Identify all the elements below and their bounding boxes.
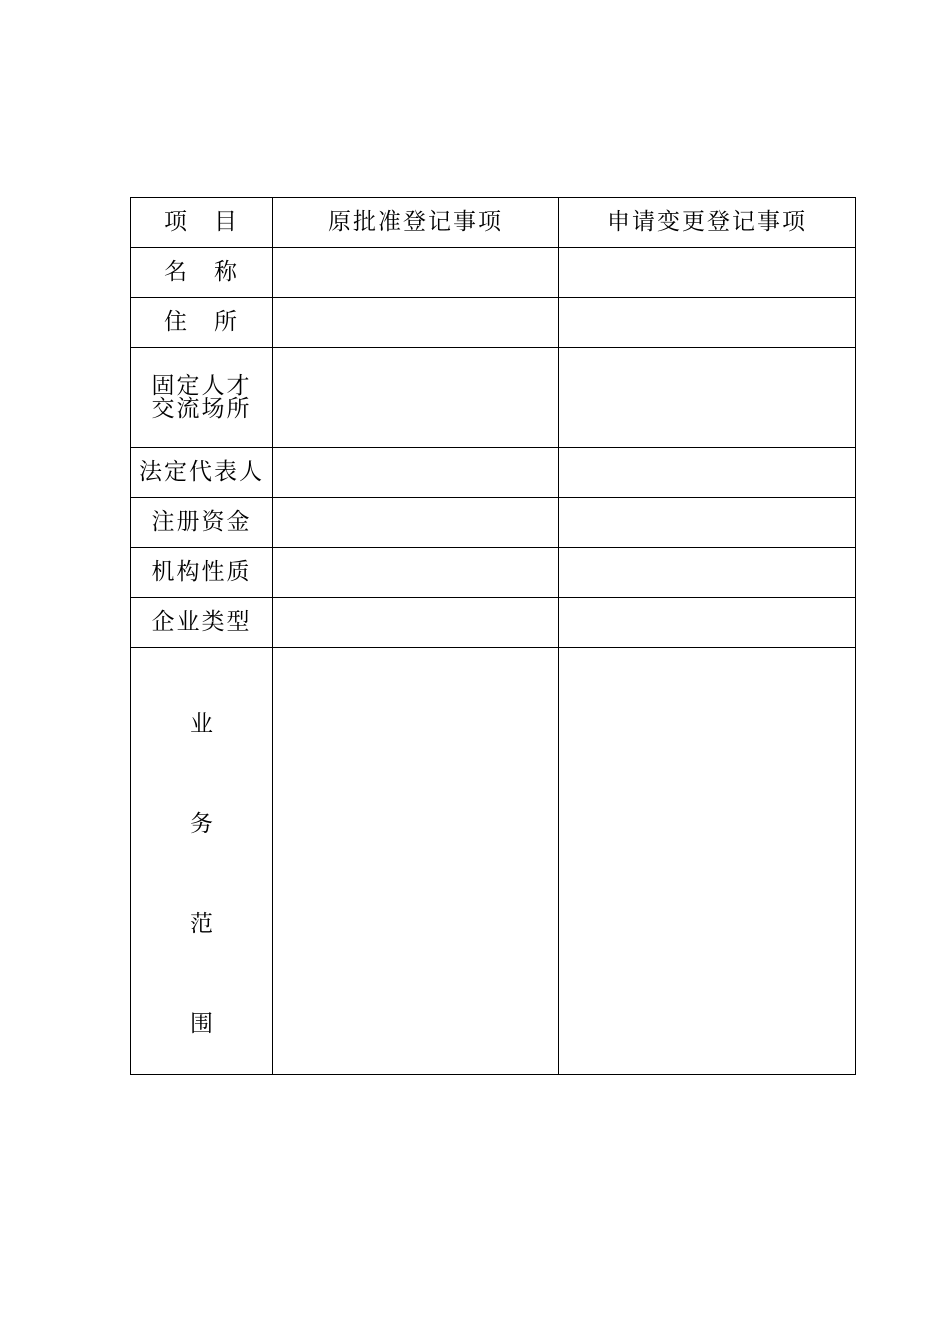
header-original-label: 原批准登记事项 <box>328 209 503 235</box>
label-capital: 注册资金 <box>151 509 252 535</box>
requested-nature-cell[interactable] <box>559 548 856 598</box>
label-venue-line-2: 交流场所 <box>151 395 252 422</box>
header-requested-label: 申请变更登记事项 <box>607 209 807 235</box>
header-original <box>273 198 559 248</box>
label-legal-rep: 法定代表人 <box>139 459 264 485</box>
table-row <box>131 598 856 648</box>
label-scope <box>131 648 272 1074</box>
table-row <box>131 448 856 498</box>
header-item-label: 项 目 <box>164 209 239 235</box>
original-address-cell[interactable] <box>273 298 559 348</box>
requested-capital-cell[interactable] <box>559 498 856 548</box>
row-label <box>131 348 273 448</box>
table-row <box>131 498 856 548</box>
header-row <box>131 198 856 248</box>
row-label <box>131 298 273 348</box>
requested-venue-cell[interactable] <box>559 348 856 448</box>
requested-scope-cell[interactable] <box>559 648 856 1075</box>
original-scope-cell[interactable] <box>273 648 559 1075</box>
label-name: 名 称 <box>164 259 239 285</box>
original-legal-rep-cell[interactable] <box>273 448 559 498</box>
table-row <box>131 248 856 298</box>
label-nature: 机构性质 <box>151 559 252 585</box>
label-scope-char: 业 <box>190 711 213 737</box>
label-scope-char: 围 <box>190 1011 213 1037</box>
requested-address-cell[interactable] <box>559 298 856 348</box>
table-row <box>131 298 856 348</box>
label-type: 企业类型 <box>151 609 252 635</box>
row-label <box>131 648 273 1075</box>
label-scope-char: 务 <box>190 811 213 837</box>
row-label <box>131 548 273 598</box>
requested-type-cell[interactable] <box>559 598 856 648</box>
label-venue-line-1: 固定人才 <box>151 372 252 399</box>
row-label <box>131 598 273 648</box>
header-requested <box>559 198 856 248</box>
original-venue-cell[interactable] <box>273 348 559 448</box>
table-row <box>131 548 856 598</box>
original-nature-cell[interactable] <box>273 548 559 598</box>
table-row <box>131 648 856 1075</box>
requested-name-cell[interactable] <box>559 248 856 298</box>
table-row <box>131 348 856 448</box>
row-label <box>131 448 273 498</box>
registration-change-table <box>130 197 856 1075</box>
requested-legal-rep-cell[interactable] <box>559 448 856 498</box>
label-scope-char: 范 <box>190 911 213 937</box>
header-item <box>131 198 273 248</box>
label-address: 住 所 <box>164 309 239 335</box>
original-name-cell[interactable] <box>273 248 559 298</box>
row-label <box>131 248 273 298</box>
original-capital-cell[interactable] <box>273 498 559 548</box>
original-type-cell[interactable] <box>273 598 559 648</box>
row-label <box>131 498 273 548</box>
